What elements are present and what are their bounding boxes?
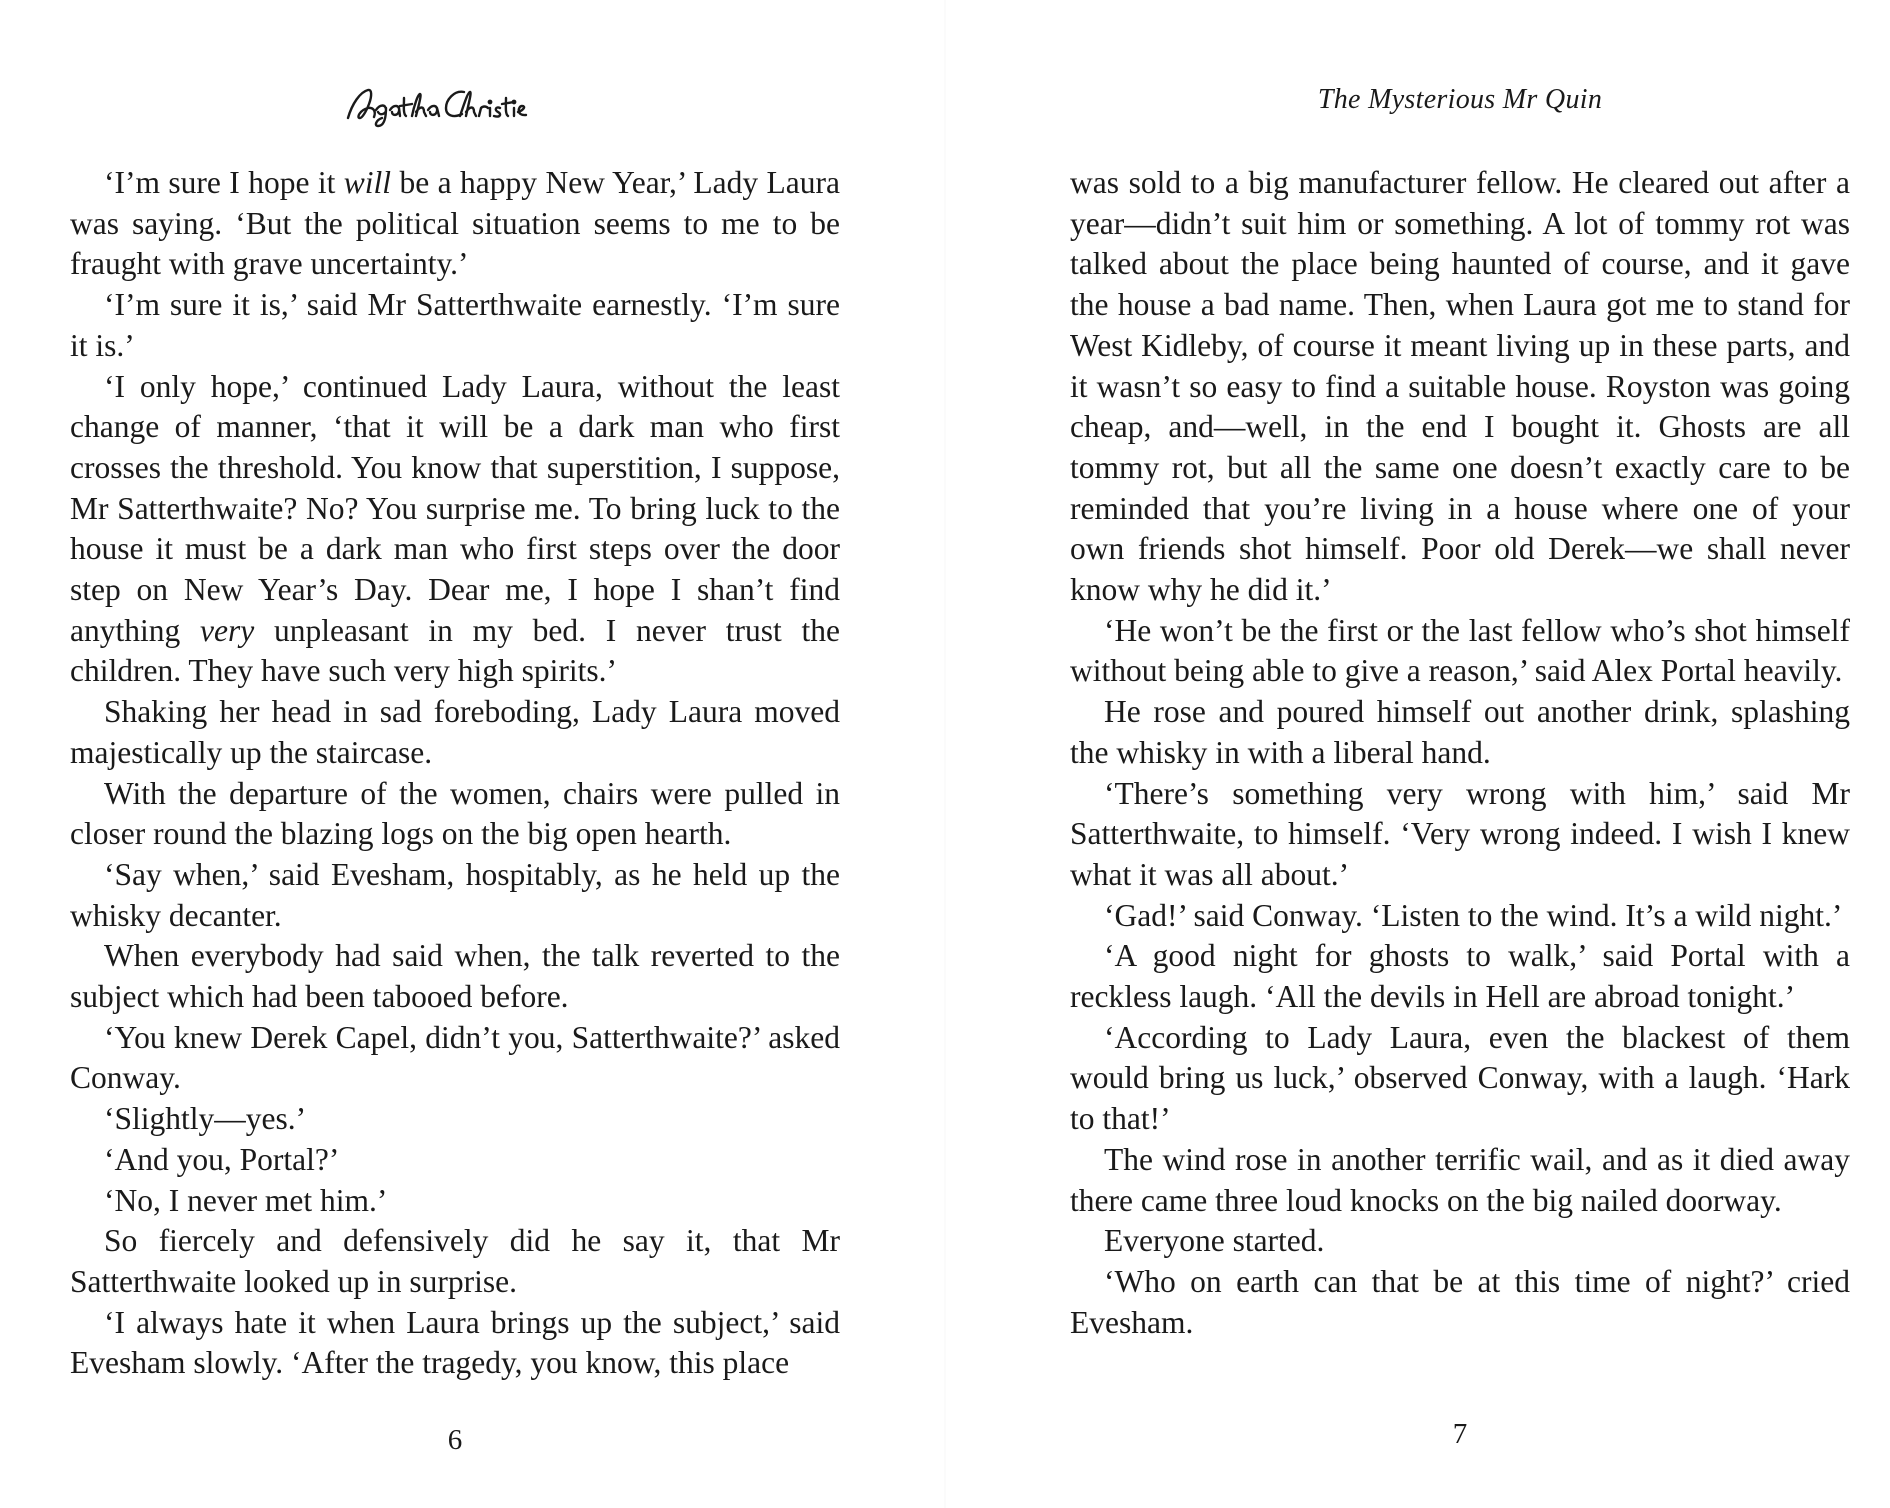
author-signature-logo <box>342 82 532 132</box>
paragraph: When everybody had said when, the talk reverted to the subject which had been tabooed before. <box>70 938 840 1015</box>
paragraph: ‘Slightly—yes.’ <box>104 1101 307 1137</box>
right-page <box>1070 0 1850 1508</box>
paragraph: ‘A good night for ghosts to walk,’ said Portal with a reckless laugh. ‘All the devils in Hell are abroad tonight.’ <box>1070 938 1850 1015</box>
paragraph: ‘Gad!’ said Conway. ‘Listen to the wind. It’s a wild night.’ <box>1104 897 1843 933</box>
paragraph: ‘He won’t be the first or the last fellow who’s shot himself without being able to give a reason,’ said Alex Portal heavily. <box>1070 612 1850 689</box>
right-page-body <box>1070 163 1850 1343</box>
page-number: 7 <box>1452 1418 1468 1450</box>
paragraph: ‘And you, Portal?’ <box>104 1141 340 1177</box>
paragraph: was sold to a big manufacturer fellow. He cleared out after a year—didn’t suit him or something. A lot of tommy rot was talked about the place being haunted of course, and it gave the house a bad name. Then, when Laura got me to stand for West Kidleby, of course it meant living up in these parts, and it wasn’t so easy to find a suitable house. Royston was going cheap, and—well, in the end I bought it. Ghosts are all tommy rot, but all the same one doesn’t exactly care to be reminded that you’re living in a house where one of your own friends shot himself. Poor old Derek—we shall never know why he did it.’ <box>1070 165 1850 608</box>
paragraph: ‘Who on earth can that be at this time of night?’ cried Evesham. <box>1070 1263 1850 1340</box>
paragraph: Everyone started. <box>1104 1223 1325 1259</box>
paragraph: ‘According to Lady Laura, even the blackest of them would bring us luck,’ observed Conway, with a laugh. ‘Hark to that!’ <box>1070 1019 1850 1137</box>
paragraph: ‘There’s something very wrong with him,’ said Mr Satterthwaite, to himself. ‘Very wrong indeed. I wish I knew what it was all about.’ <box>1070 775 1850 892</box>
paragraph: ‘Say when,’ said Evesham, hospitably, as he held up the whisky decanter. <box>70 856 840 933</box>
running-head-title: The Mysterious Mr Quin <box>1317 84 1603 115</box>
paragraph: ‘I’m sure I hope it will be a happy New Year,’ Lady Laura was saying. ‘But the political situation seems to me to be fraught with grave uncertainty.’ <box>70 165 840 282</box>
left-page <box>70 0 840 1508</box>
paragraph: ‘I always hate it when Laura brings up the subject,’ said Evesham slowly. ‘After the tragedy, you know, this place <box>70 1304 840 1381</box>
paragraph: ‘You knew Derek Capel, didn’t you, Satterthwaite?’ asked Conway. <box>70 1019 840 1096</box>
paragraph: So fiercely and defensively did he say it, that Mr Satterthwaite looked up in surprise. <box>70 1223 840 1299</box>
gutter-shadow <box>944 0 946 1508</box>
paragraph: The wind rose in another terrific wail, and as it died away there came three loud knocks on the big nailed doorway. <box>1070 1141 1850 1218</box>
page-number: 6 <box>447 1424 463 1456</box>
paragraph: ‘I’m sure it is,’ said Mr Satterthwaite earnestly. ‘I’m sure it is.’ <box>70 287 840 363</box>
paragraph: ‘I only hope,’ continued Lady Laura, without the least change of manner, ‘that it will be a dark man who first crosses the threshold. You know that superstition, I suppose, Mr Satterthwaite? No? You surprise me. To bring luck to the house it must be a dark man who first steps over the door step on New Year’s Day. Dear me, I hope I shan’t find anything very unpleasant in my bed. I never trust the children. They have such very high spirits.’ <box>70 368 840 689</box>
emphasis: will <box>343 165 392 200</box>
paragraph: ‘No, I never met him.’ <box>104 1182 388 1218</box>
paragraph: With the departure of the women, chairs were pulled in closer round the blazing logs on the big open hearth. <box>70 775 840 852</box>
left-page-body <box>70 163 840 1384</box>
signature-icon <box>342 82 532 128</box>
paragraph: Shaking her head in sad foreboding, Lady Laura moved majestically up the staircase. <box>70 694 840 770</box>
paragraph: He rose and poured himself out another drink, splashing the whisky in with a liberal hand. <box>1070 694 1850 770</box>
emphasis: very <box>200 612 255 648</box>
